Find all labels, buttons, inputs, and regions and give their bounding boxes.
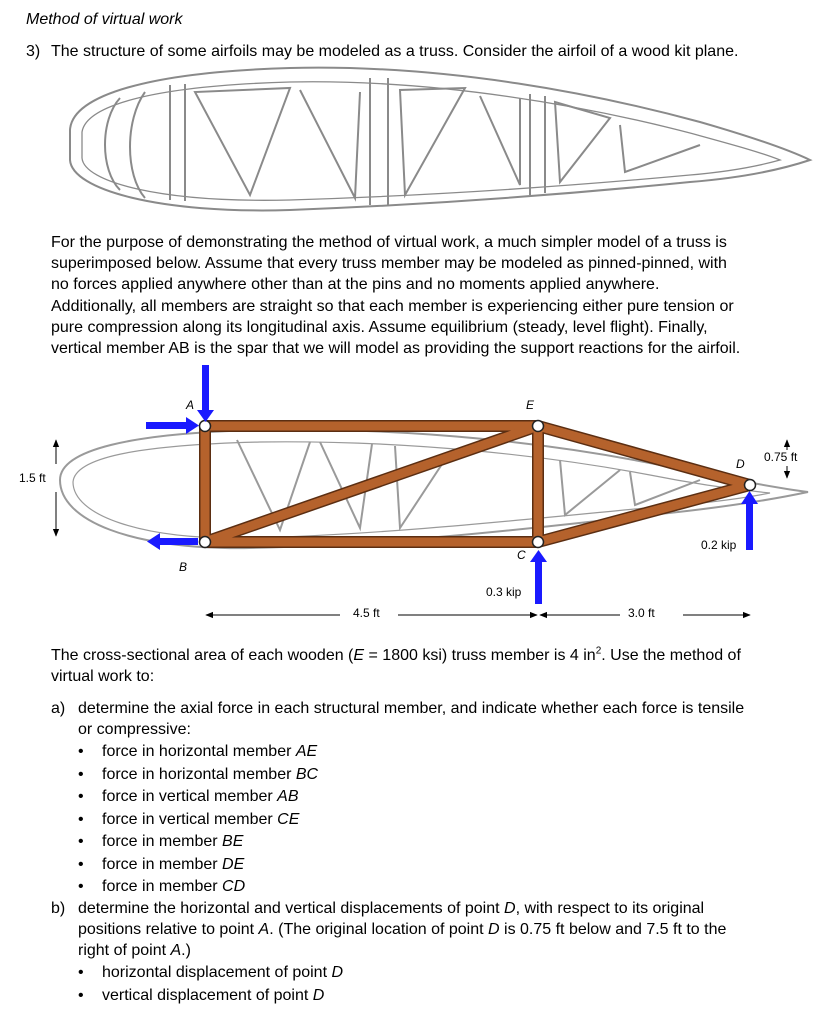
load-c-label: 0.3 kip <box>486 585 522 599</box>
list-item: • force in vertical member CE <box>78 809 318 832</box>
offset-dimension: 0.75 ft <box>764 450 798 464</box>
reaction-a-vertical <box>202 365 209 413</box>
node-e-label: E <box>526 398 535 412</box>
span-bc-label: 4.5 ft <box>353 606 380 620</box>
list-item: • force in member BE <box>78 831 318 854</box>
part-a-line-1: determine the axial force in each structural member, and indicate whether each force is tensile <box>78 700 745 717</box>
part-a-list <box>78 741 318 899</box>
pin-e <box>533 421 544 432</box>
height-dimension: 1.5 ft <box>19 471 46 485</box>
problem-intro: The structure of some airfoils may be modeled as a truss. Consider the airfoil of a wood kit plane. <box>51 43 739 60</box>
list-item: • horizontal displacement of point D <box>78 962 343 985</box>
node-c-label: C <box>517 548 526 562</box>
description-line-4: Additionally, all members are straight so that each member is experiencing either pure tension or <box>51 297 734 315</box>
problem-number: 3) <box>26 43 41 60</box>
list-item: • force in member DE <box>78 854 318 877</box>
node-b-label: B <box>179 560 188 574</box>
pin-a <box>200 421 211 432</box>
part-b-line-3: right of point A.) <box>78 942 191 959</box>
pin-d <box>745 480 756 491</box>
part-b-line-1: determine the horizontal and vertical displacements of point D, with respect to its original <box>78 900 705 917</box>
pin-b <box>200 537 211 548</box>
pin-c <box>533 537 544 548</box>
cross-section-line-1: The cross-sectional area of each wooden (E = 1800 ksi) truss member is 4 $in^2$. Use the method of <box>51 645 741 664</box>
list-item: • force in vertical member AB <box>78 786 318 809</box>
cross-section-line-2: virtual work to: <box>51 668 155 685</box>
description-line-2: superimposed below. Assume that every truss member may be modeled as pinned-pinned, with <box>51 255 727 273</box>
span-cd-label: 3.0 ft <box>628 606 655 620</box>
description-line-5: pure compression along its longitudinal axis. Assume equilibrium (steady, level flight). Finally, <box>51 318 708 336</box>
load-d-label: 0.2 kip <box>701 538 737 552</box>
list-item: • force in horizontal member BC <box>78 764 318 787</box>
reaction-b-horizontal <box>147 533 160 550</box>
load-c-arrow <box>535 560 542 604</box>
list-item: • force in member CD <box>78 876 318 899</box>
part-b-line-2: positions relative to point A. (The original location of point D is 0.75 ft below and 7.5 ft to the <box>78 921 727 938</box>
part-b-marker: b) <box>51 900 66 917</box>
node-a-label: A <box>186 398 195 412</box>
list-item: • force in horizontal member AE <box>78 741 318 764</box>
node-d-label: D <box>736 457 745 471</box>
description-line-6: vertical member AB is the spar that we will model as providing the support reactions for the airfoil. <box>51 340 741 358</box>
part-a-marker: a) <box>51 700 66 717</box>
list-item: • vertical displacement of point D <box>78 985 343 1008</box>
part-a-line-2: or compressive: <box>78 721 191 738</box>
load-d-arrow <box>746 502 753 550</box>
description-line-1: For the purpose of demonstrating the method of virtual work, a much simpler model of a truss is <box>51 234 727 251</box>
airfoil-outline <box>60 430 808 548</box>
part-b-list <box>78 962 343 1007</box>
description-line-3: no forces applied anywhere other than at the pins and no moments applied anywhere. <box>51 276 660 294</box>
reaction-a-horizontal <box>186 417 199 434</box>
page-title: Method of virtual work <box>26 11 183 28</box>
